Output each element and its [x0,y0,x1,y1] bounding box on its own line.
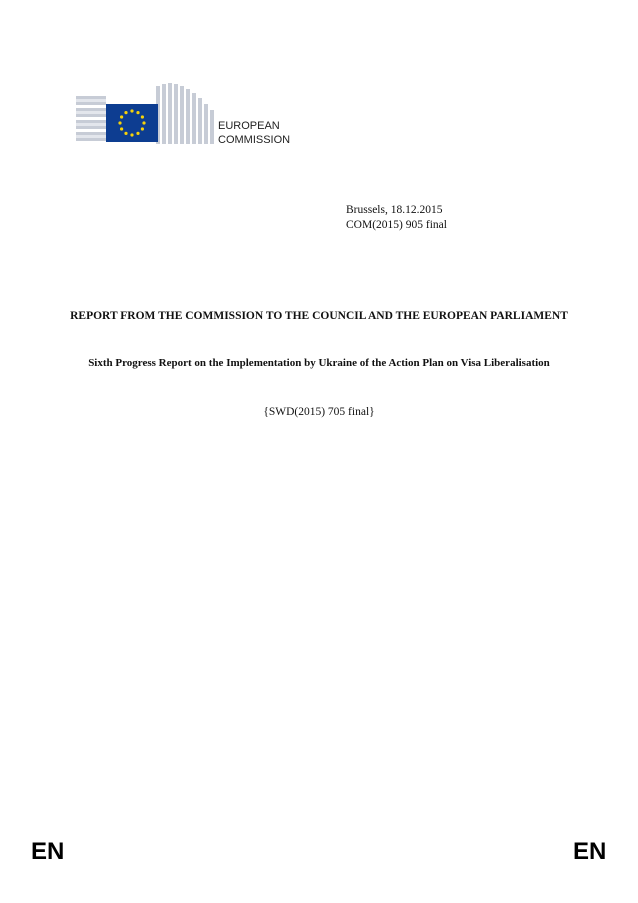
document-title: REPORT FROM THE COMMISSION TO THE COUNCIL AND THE EUROPEAN PARLIAMENT [70,310,568,322]
eu-flag-icon [106,104,158,142]
org-name-line-1: EUROPEAN [218,120,280,132]
document-reference: COM(2015) 905 final [346,219,447,231]
document-subtitle: Sixth Progress Report on the Implementation by Ukraine of the Action Plan on Visa Liberalisation [88,357,550,369]
related-document-reference: {SWD(2015) 705 final} [263,406,375,418]
organisation-name [218,119,290,147]
language-code-left: EN [31,838,65,865]
language-code-right: EN [573,838,607,865]
european-commission-logo [76,78,216,148]
place-and-date: Brussels, 18.12.2015 [346,204,443,216]
org-name-line-2: COMMISSION [218,134,291,146]
document-meta [346,203,447,233]
